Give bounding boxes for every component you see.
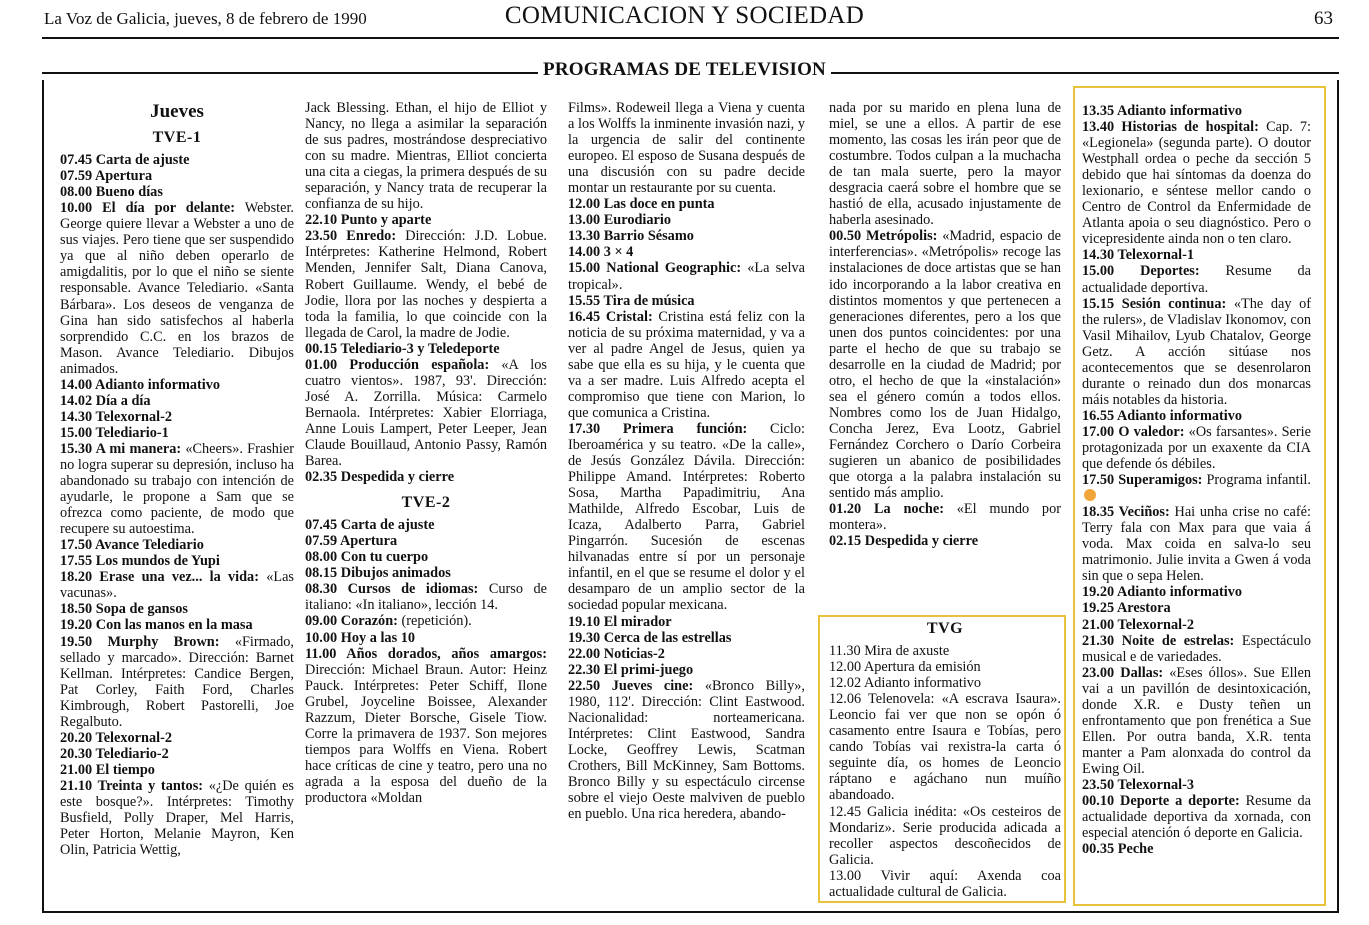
program-entry [829,100,1061,228]
program-time-title: 07.45 Carta de ajuste [305,517,435,534]
program-time-title: 15.55 Tira de música [568,292,695,309]
highlight-dot-icon [1084,489,1096,501]
column-2 [305,100,547,806]
program-entry [1082,633,1311,665]
program-time-title: 00.10 Deporte a deporte: [1082,793,1240,810]
program-time-title: 18.20 Erase una vez... la vida: [60,569,259,586]
program-description: «Os farsantes». Serie protagonizada por un exaxente da CIA que defende ós débiles. [1082,423,1311,473]
program-time-title: 23.50 Telexornal-3 [1082,776,1194,793]
section-name: COMUNICACION Y SOCIEDAD [504,2,865,29]
program-time-title: 21.00 El tiempo [60,761,155,778]
newspaper-dateline: La Voz de Galicia, jueves, 8 de febrero de 1990 [44,9,367,28]
program-description: (repetición). [397,613,472,630]
program-description: «A los cuatro vientos». 1987, 93'. Dirección: José A. Zorrilla. Música: Carmelo Bernaola. Intérpretes: Xabier Elorriaga, Anne Louis Lampert, Peter Leeper, Jean Claude Bouillaud, Antonio Passy, Ramón Barea. [305,356,547,470]
program-entry [568,260,805,292]
program-description: «A escrava Isaura». Leoncio fai ver que non se opón ó casamento entre Isaura e Tobías, pero cando Tobías vai rexistra-la carta ó seguinte día, os homes de Leoncio ráptano e agáchano nun muíño abandoado. [829,691,1061,804]
program-time-title: 17.30 Primera función: [568,420,748,437]
page-number: 63 [1314,8,1333,29]
program-entry [60,425,294,441]
program-time-title: 17.50 Avance Telediario [60,537,204,554]
program-entry [829,228,1061,501]
program-entry [305,613,547,629]
program-time-title: 08.00 Con tu cuerpo [305,549,429,566]
program-time-title: 18.50 Sopa de gansos [60,601,188,618]
program-entry [60,634,294,730]
program-time-title: 13.35 Adianto informativo [1082,103,1243,119]
program-entry [60,762,294,778]
column-5 [1082,103,1311,857]
program-description: Axenda coa actualidade cultural de Galicia. [829,867,1061,900]
program-description: Curso de italiano: «In italiano», lección 14. [305,581,547,614]
program-entry [829,659,1061,675]
program-time-title: 18.35 Veciños: [1082,504,1170,521]
program-time-title: 07.45 Carta de ajuste [60,152,190,169]
program-entry [568,630,805,646]
program-entry [568,244,805,260]
program-description: Webster. George quiere llevar a Webster a uno de sus viajes. Pero tiene que ser suspendido ya que al niño deben operarlo de amigdalitis, por lo que el niño se siente responsable. Avance Telediario. «Santa Bárbara». Los deseos de venganza de Gina han sido satisfechos al haberla sorprendido C.C. en los brazos de Mason. Avance Telediario. Dibujos animados. [60,200,295,377]
program-entry [829,804,1061,868]
program-time-title: 02.35 Despedida y cierre [305,469,455,486]
program-entry [829,691,1061,803]
program-time-title: 21.00 Telexornal-2 [1082,616,1194,633]
program-time-title: 15.00 Deportes: [1082,263,1200,280]
program-time-title: 13.00 Vivir aquí: [829,867,959,884]
program-entry [305,212,547,228]
program-entry [1082,617,1311,633]
program-description: Espectáculo musical e de variedades. [1082,632,1311,665]
program-description: «Las vacunas». [60,569,294,602]
program-time-title: 12.00 Apertura da emisión [829,659,981,676]
tvg-schedule [829,619,1061,900]
program-time-title: 11.30 Mira de axuste [829,643,950,660]
page-title: PROGRAMAS DE TELEVISION [538,59,831,80]
program-entry [60,746,294,762]
program-description: nada por su marido en plena luna de miel, se une a ellos. A partir de ese momento, las cosas les irán peor que de costumbre. Todos culpan a la muchacha de tan mala suerte, pero la mayor desgracia caerá sobre el hombre que se hastió de ella, acusado injustamente de haberla asesinado. [829,100,1061,229]
masthead [0,0,1369,40]
program-entry [568,100,805,196]
program-time-title: 08.30 Cursos de idiomas: [305,581,479,598]
program-time-title: 23.00 Dallas: [1082,664,1164,681]
program-time-title: 14.00 3 × 4 [568,244,634,261]
program-entry [305,565,547,581]
program-description: Hai unha crise no café: Terry fala con Max para que vaia á voda. Max coida en salva-lo seu matrimonio. Julie invita a Gwen á voda sin que o sepa Helen. [1082,504,1311,585]
program-time-title: 07.59 Apertura [60,168,153,185]
program-entry [1082,665,1311,777]
program-description: «Bronco Billy», 1980, 112'. Dirección: Clint Eastwood. Nacionalidad: norteamericana. Intérpretes: Clint Eastwood, Sandra Locke, Geoffrey Lewis, Scatman Crothers, Bill McKinney, Sam Bottoms. Bronco Billy y su espectáculo circense sobre el viejo Oeste malviven de pueblo en pueblo. Una rica heredera, abando- [568,677,805,823]
program-entry [60,601,294,617]
program-time-title: 07.59 Apertura [305,533,398,550]
program-time-title: 12.06 Telenovela: [829,691,935,708]
program-time-title: 15.00 National Geographic: [568,260,742,277]
program-entry [60,184,294,200]
program-time-title: 14.30 Telexornal-1 [1082,247,1194,264]
program-entry [1082,793,1311,841]
program-entry [60,168,294,184]
program-time-title: 21.10 Treinta y tantos: [60,777,204,794]
program-time-title: 17.00 O valedor: [1082,423,1185,440]
program-entry [305,517,547,533]
program-description: «The day of the rulers», de Vladislav Ikonomov, con Vasil Mihailov, Lyub Chatalov, George Getz. A acción sitúase nos acontecementos que se desenrolaron durante o reinado dun dos monarcas máis notables da historia. [1082,295,1311,408]
program-time-title: 15.30 A mi manera: [60,440,182,457]
program-entry [829,675,1061,691]
program-description: Cap. 7: «Legionela» (segunda parte). O doutor Westphall ordea o peche da sección 5 debido que hai síntomas da doenza do lexionario, e séntese mellor cando o Centro de Control da Enfermidade de Atlanta apoia o seu diagnóstico. Pero o vicepresidente ainda non o ten claro. [1082,119,1312,248]
program-time-title: 08.00 Bueno días [60,184,163,201]
program-time-title: 09.00 Corazón: [305,613,398,630]
program-time-title: 10.00 Hoy a las 10 [305,629,416,646]
program-entry [1082,600,1311,616]
program-entry [60,152,294,168]
program-entry [60,730,294,746]
program-time-title: 23.50 Enredo: [305,228,397,245]
program-entry [568,293,805,309]
program-entry [1082,247,1311,263]
program-time-title: 15.00 Telediario-1 [60,424,169,441]
program-entry [568,309,805,421]
program-time-title: 10.00 El día por delante: [60,200,236,217]
program-entry [1082,777,1311,793]
program-description: «Firmado, sellado y marcado». Dirección: Barnet Kellman. Intérpretes: Candice Bergen, Pat Corley, Faith Ford, Charles Kimbrough, Robert Pastorelli, Joe Regalbuto. [60,633,295,730]
program-description: Films». Rodeweil llega a Viena y cuenta a los Wolffs la inminente invasión nazi, y la urgencia de salir del continente europeo. El esposo de Susana después de una discusión con su padre decide montar un restaurante por su cuenta. [568,100,805,197]
program-time-title: 11.00 Años dorados, años amargos: [305,645,547,662]
program-time-title: 19.30 Cerca de las estrellas [568,629,732,646]
program-description: «Eses óllos». Sue Ellen vai a un pavillón de desintoxicación, donde X.R. e Dusty teñen un enfrontamento que pon frenética a Sue Ellen. Por outra banda, X.R. tenta manter a Pam alonxada do control da Ewing Oil. [1082,664,1312,777]
program-entry [1082,296,1311,408]
program-entry [60,569,294,601]
program-time-title: 16.45 Cristal: [568,308,653,325]
program-time-title: 17.50 Superamigos: [1082,472,1203,489]
program-time-title: 14.00 Adianto informativo [60,376,221,393]
program-entry [305,469,547,485]
program-entry [568,646,805,662]
program-entry [568,228,805,244]
program-time-title: 08.15 Dibujos animados [305,565,451,582]
program-entry [60,617,294,633]
program-entry [60,393,294,409]
day-heading: Jueves [150,101,204,122]
program-entry [305,228,547,340]
program-entry [305,341,547,357]
program-time-title: 20.30 Telediario-2 [60,745,169,762]
program-time-title: 19.20 Con las manos en la masa [60,617,253,634]
program-time-title: 22.50 Jueves cine: [568,677,694,694]
program-time-title: 14.30 Telexornal-2 [60,408,172,425]
program-time-title: 02.15 Despedida y cierre [829,533,979,550]
program-time-title: 12.02 Adianto informativo [829,675,982,692]
program-description: Programa infantil. [1202,472,1311,489]
program-entry [60,441,294,537]
program-entry [60,553,294,569]
program-time-title: 12.45 Galicia inédita: [829,803,957,820]
column-1 [60,100,294,858]
program-entry [1082,504,1311,584]
program-time-title: 19.25 Arestora [1082,600,1171,617]
program-time-title: 00.15 Telediario-3 y Teledeporte [305,340,500,357]
column-3 [568,100,805,822]
program-description: «Madrid, espacio de interferencias». «Metrópolis» recoge las instalaciones de doce artistas que se han ido incorporando a la labor creativa en distintos momentos y que pertenecen a generaciones diferentes, pero a los que unen dos puntos coincidentes: por una parte el hecho de que su trabajo se desarrolle en la ciudad de Madrid; por otro, el hecho de que la «instalación» sea el género común a todos ellos. Nombres como los de Juan Hidalgo, Concha Jerez, Eva Lootz, Gabriel Fernández Corchero o Darío Corbeira sugieren un abanico de posibilidades que otorga a la palabra instalación su sentido más amplio. [829,228,1061,502]
program-entry [568,196,805,212]
channel-heading-tve2: TVE-2 [401,494,451,512]
channel-heading-tve1: TVE-1 [152,129,202,147]
program-entry [305,357,547,469]
program-description: Cristina está feliz con la noticia de su próxima maternidad, y va a ver al padre Angel de Jesus, quien ya sabe que ella es su hija, y le cuenta que va a ser madre. Luis Alfredo acepta el compromiso que tiene con Marion, lo que comunica a Cristina. [568,308,805,421]
program-time-title: 19.20 Adianto informativo [1082,584,1243,601]
program-time-title: 00.35 Peche [1082,841,1154,858]
program-entry [60,537,294,553]
program-time-title: 16.55 Adianto informativo [1082,407,1243,424]
program-entry [305,630,547,646]
program-time-title: 13.40 Historias de hospital: [1082,119,1259,136]
program-entry [829,643,1061,659]
program-description: Jack Blessing. Ethan, el hijo de Elliot y Nancy, no llega a asimilar la separación de sus padres, mostrándose despreciativo con su madre. Mientras, Elliot concierta una cita a ciegas, la primera después de su separación, y Nancy trata de recuperar la confianza de su hijo. [305,100,547,213]
program-description: «Os cesteiros de Mondariz». Serie producida adicada a recoller aspectos descoñecidos de Galicia. [829,803,1061,868]
program-description: Dirección: Michael Braun. Autor: Heinz Pauck. Intérpretes: Peter Schiff, Ilone Grubel, Joyceline Boissee, Alexander Razzum, Dieter Borsche, Gisele Tiow. Corre la primavera de 1937. Son mejores tiempos para Wolffs en Viena. Robert hace críticas de cine y teatro, pero una no agrada a la esposa del dueño de la productora «Moldan [305,661,547,806]
program-entry [305,581,547,613]
program-time-title: 19.50 Murphy Brown: [60,633,220,650]
program-entry [1082,119,1311,247]
column-4 [829,100,1061,549]
program-description: «El mundo por montera». [829,501,1061,534]
program-time-title: 13.00 Eurodiario [568,212,672,229]
program-time-title: 17.55 Los mundos de Yupi [60,553,220,570]
program-entry [568,614,805,630]
program-entry [1082,584,1311,600]
program-time-title: 01.20 La noche: [829,501,944,518]
program-entry [568,421,805,614]
program-entry [568,212,805,228]
channel-heading-tvg: TVG [926,620,964,637]
program-entry [305,549,547,565]
program-time-title: 12.00 Las doce en punta [568,196,715,213]
program-entry [305,533,547,549]
program-time-title: 19.10 El mirador [568,613,672,630]
program-entry [829,501,1061,533]
program-entry [1082,424,1311,472]
program-entry [568,678,805,822]
program-time-title: 22.10 Punto y aparte [305,212,432,229]
program-entry [568,662,805,678]
program-entry [1082,472,1311,504]
program-description: Ciclo: Iberoamérica y su teatro. «De la calle», de Jesús González Dávila. Dirección: Philippe Amand. Intérpretes: Roberto Sosa, Martha Papadimitriu, Ana Mathilde, Alfredo Escobar, Luis de Icaza, Adalberto Parra, Gabriel Pingarrón. Sucesión de escenas hilvanadas entre sí por un personaje infantil, en el que se resume el dolor y el desamparo de un amplio sector de la sociedad popular mexicana. [568,420,805,614]
program-time-title: 00.50 Metrópolis: [829,228,938,245]
program-time-title: 21.30 Noite de estrelas: [1082,632,1235,649]
program-time-title: 01.00 Producción española: [305,356,490,373]
program-time-title: 15.15 Sesión continua: [1082,295,1227,312]
program-description: Dirección: J.D. Lobue. Intérpretes: Katherine Helmond, Robert Menden, Jennifer Salt, Diana Canova, Robert Guillaume. Wendy, el bebé de Jodie, llora por las noches y despierta a toda la familia, lo que coincide con la llegada de Carol, la madre de Jodie. [305,228,547,341]
program-description: «¿De quién es este bosque?». Intérpretes: Timothy Busfield, Polly Draper, Mel Harris, Peter Horton, Melanie Mayron, Ken Olin, Patricia Wettig, [60,777,294,859]
program-entry [1082,841,1311,857]
program-time-title: 22.00 Noticias-2 [568,645,665,662]
program-time-title: 22.30 El primi-juego [568,661,694,678]
program-description: Resume da actualidade deportiva. [1082,263,1311,296]
top-rule [42,37,1339,39]
program-time-title: 13.30 Barrio Sésamo [568,228,694,245]
program-entry [60,377,294,393]
program-entry [1082,408,1311,424]
program-description: «Cheers». Frashier no logra superar su depresión, incluso ha abandonado su trabajo con intención de ayudarle, le propone a Sam que se ofrezca como paciente, de modo que recupere su autoestima. [60,440,294,538]
program-entry [305,646,547,806]
program-time-title: 20.20 Telexornal-2 [60,729,172,746]
program-entry [829,533,1061,549]
program-time-title: 14.02 Día a día [60,392,151,409]
program-entry [305,100,547,212]
program-description: «La selva tropical». [568,260,805,293]
program-entry [829,868,1061,900]
program-entry [60,409,294,425]
program-entry [1082,263,1311,295]
program-entry [60,778,294,858]
program-description: Resume da actualidade deportiva da xornada, con especial atención ó deporte en Galicia. [1082,793,1312,842]
program-entry [60,200,294,377]
program-entry [1082,103,1311,119]
